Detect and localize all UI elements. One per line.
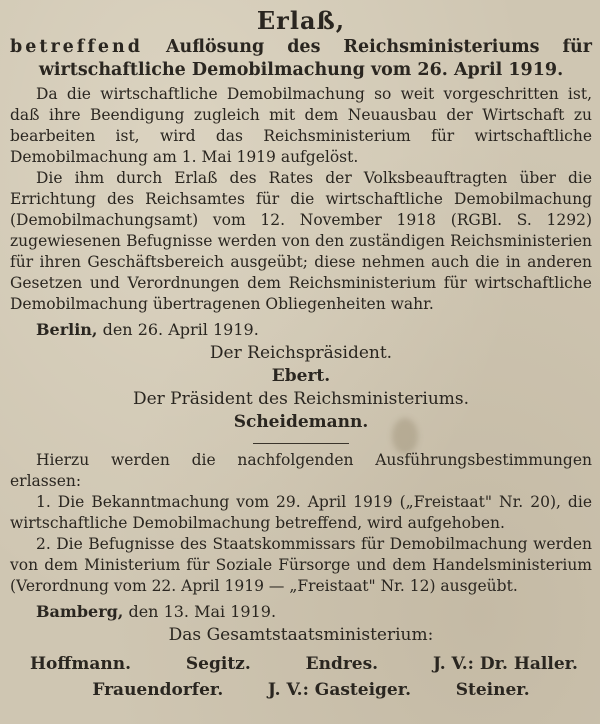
paragraph-3: Hierzu werden die nachfolgenden Ausführungsbestimmungen erlassen: [10,451,592,490]
section-divider [253,443,349,444]
signature-name: J. V.: Gasteiger. [267,680,412,700]
paragraph-1: Da die wirtschaftliche Demobilmachung so weit vorgeschritten ist, daß ihre Beendigung zugleich mit dem Neuausbau der Wirtschaft zu bearbeiten ist, wird das Reichsministerium für wirtschaftliche Demobilmachung am 1. Mai 1919 aufgelöst. [10,85,592,166]
signer-name-ebert: Ebert. [271,366,331,386]
signer-name-scheidemann: Scheidemann. [233,412,369,432]
signature-name: Frauendorfer. [92,680,224,700]
signer-title-reichsprasident: Der Reichspräsident. [209,343,393,363]
dateline-bamberg [10,601,592,623]
dateline-berlin [10,319,592,341]
ministry-heading: Das Gesamtstaatsministerium: [168,625,434,645]
document-subtitle [10,36,592,82]
dateline-place: Berlin, [36,320,98,339]
paragraph-4: 1. Die Bekanntmachung vom 29. April 1919 („Freistaat" Nr. 20), die wirtschaftliche Demobilmachung betreffend, wird aufgehoben. [10,493,592,532]
signature-row-1 [10,651,592,677]
signature-row-2 [10,677,592,703]
subtitle-prefix: betreffend [10,37,143,57]
dateline-date: den 13. Mai 1919. [123,602,277,621]
signature-name: Segitz. [185,654,251,674]
signer-title-ministerprasident: Der Präsident des Reichsministeriums. [132,389,470,409]
document-title: Erlaß, [256,6,346,35]
dateline-place: Bamberg, [36,602,124,621]
dateline-date: den 26. April 1919. [97,320,259,339]
paper-stain [392,418,418,454]
signature-name: Hoffmann. [30,654,131,674]
signature-name: Endres. [305,654,379,674]
subtitle-text: Auflösung des Reichsministeriums für wirtschaftliche Demobilmachung vom 26. April 1919. [38,37,593,80]
paragraph-5: 2. Die Befugnisse des Staatskommissars für Demobilmachung werden von dem Ministerium für Soziale Fürsorge und dem Handelsministerium (Verordnung vom 22. April 1919 — „Freistaat" Nr. 12) ausgeübt. [10,535,592,595]
paragraph-2: Die ihm durch Erlaß des Rates der Volksbeauftragten über die Errichtung des Reichsamtes für die wirtschaftliche Demobilmachung (Demobilmachungsamt) vom 12. November 1918 (RGBl. S. 1292) zugewiesenen Befugnisse werden von den zuständigen Reichsministerien für ihren Geschäftsbereich ausgeübt; diese nehmen auch die in anderen Gesetzen und Verordnungen dem Reichsministerium für wirtschaftliche Demobilmachung übertragenen Obliegenheiten wahr. [10,169,592,313]
signature-name: Steiner. [455,680,530,700]
signature-name: J. V.: Dr. Haller. [432,654,578,674]
